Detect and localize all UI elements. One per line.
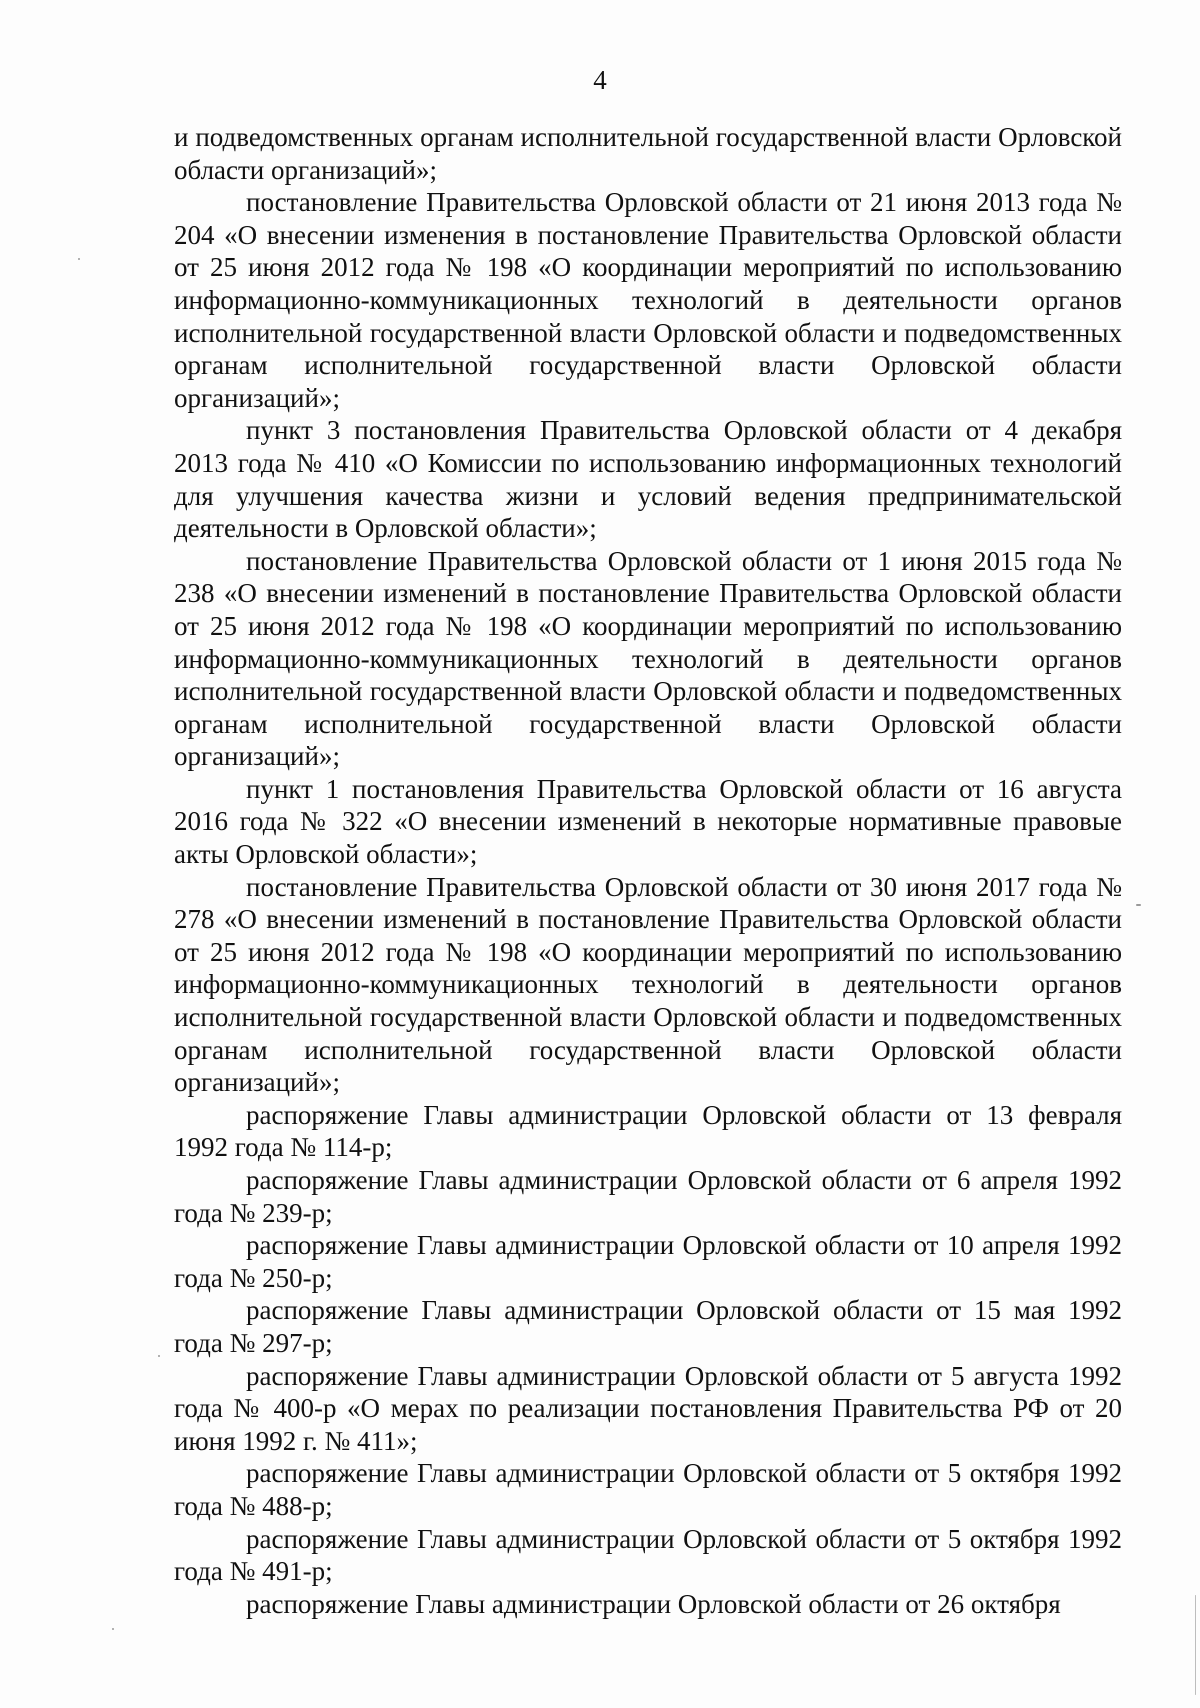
scan-edge-line [1195, 1595, 1196, 1695]
paragraph-resolution-410: пункт 3 постановления Правительства Орловской области от 4 декабря 2013 года № 410 «О Комиссии по использованию информационных технологий для улучшения качества жизни и условий ведения предпринимательской деятельности в Орловской области»; [174, 415, 1122, 544]
paragraph-order-114: распоряжение Главы администрации Орловской области от 13 февраля 1992 года № 114-р; [174, 1099, 1122, 1163]
scan-speck [158, 1355, 160, 1357]
paragraph-order-297: распоряжение Главы администрации Орловской области от 15 мая 1992 года № 297-р; [174, 1295, 1122, 1358]
paragraph-order-488: распоряжение Главы администрации Орловской области от 5 октября 1992 года № 488-р; [174, 1458, 1122, 1521]
paragraph-order-250: распоряжение Главы администрации Орловской области от 10 апреля 1992 года № 250-р; [174, 1230, 1122, 1293]
paragraph-resolution-238: постановление Правительства Орловской области от 1 июня 2015 года № 238 «О внесении изменений в постановление Правительства Орловской области от 25 июня 2012 года № 198 «О координации мероприятий по использованию информационно-коммуникационных технологий в деятельности органов исполнительной государственной власти Орловской области и подведомственных органам исполнительной государственной власти Орловской области организаций»; [174, 545, 1122, 772]
paragraph-order-october-26: распоряжение Главы администрации Орловской области от 26 октября [246, 1588, 1061, 1619]
scan-speck [78, 258, 80, 260]
paragraph-resolution-278: постановление Правительства Орловской области от 30 июня 2017 года № 278 «О внесении изменений в постановление Правительства Орловской области от 25 июня 2012 года № 198 «О координации мероприятий по использованию информационно-коммуникационных технологий в деятельности органов исполнительной государственной власти Орловской области и подведомственных органам исполнительной государственной власти Орловской области организаций»; [174, 871, 1122, 1098]
paragraph-continuation: и подведомственных органам исполнительной государственной власти Орловской области организаций»; [174, 122, 1122, 185]
paragraph-order-400: распоряжение Главы администрации Орловской области от 5 августа 1992 года № 400-р «О мерах по реализации постановления Правительства РФ от 20 июня 1992 г. № 411»; [174, 1360, 1122, 1456]
paragraph-order-239: распоряжение Главы администрации Орловской области от 6 апреля 1992 года № 239-р; [174, 1165, 1122, 1228]
paragraph-resolution-322: пункт 1 постановления Правительства Орловской области от 16 августа 2016 года № 322 «О внесении изменений в некоторые нормативные правовые акты Орловской области»; [174, 773, 1122, 870]
paragraph-resolution-204: постановление Правительства Орловской области от 21 июня 2013 года № 204 «О внесении изменения в постановление Правительства Орловской области от 25 июня 2012 года № 198 «О координации мероприятий по использованию информационно-коммуникационных технологий в деятельности органов исполнительной государственной власти Орловской области и подведомственных органам исполнительной государственной власти Орловской области организаций»; [174, 187, 1122, 413]
scan-speck [112, 1628, 114, 1630]
scan-speck [1136, 904, 1141, 906]
document-body [174, 121, 1122, 1620]
paragraph-order-491: распоряжение Главы администрации Орловской области от 5 октября 1992 года № 491-р; [174, 1523, 1122, 1587]
page-number: 4 [593, 65, 607, 95]
